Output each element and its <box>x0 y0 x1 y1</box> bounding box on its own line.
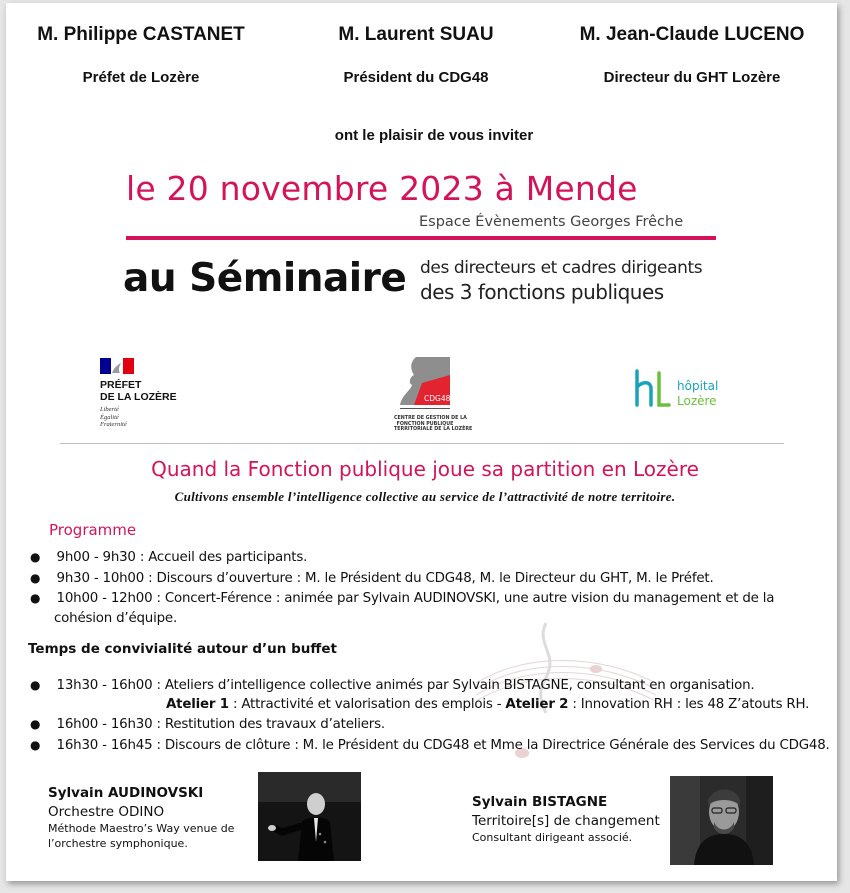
speaker-2-desc: Consultant dirigeant associé. <box>472 831 633 844</box>
hl-monogram-icon <box>633 369 673 409</box>
seminar-subtitle-1: des directeurs et cadres dirigeants <box>420 258 703 278</box>
cdg48-caption-3: TERRITORIALE DE LA LOZÈRE <box>394 427 473 433</box>
programme-item-1: ● 9h00 - 9h30 : Accueil des participants. <box>30 550 308 565</box>
host-name-president: M. Laurent SUAU <box>338 24 494 45</box>
host-name-directeur: M. Jean-Claude LUCENO <box>579 24 805 45</box>
pink-divider <box>126 236 716 240</box>
hopital-line2: Lozère <box>677 394 717 408</box>
devise-liberte: Liberté <box>100 406 119 413</box>
speaker-2-photo <box>670 776 773 865</box>
hopital-lozere-logo <box>633 369 733 413</box>
devise-egalite: Égalité <box>100 413 119 421</box>
atelier-2-label: Atelier 2 <box>505 697 569 712</box>
host-role-prefet: Préfet de Lozère <box>82 69 200 86</box>
programme-item-5: ● 16h00 - 16h30 : Restitution des travaux d’ateliers. <box>30 717 385 732</box>
speaker-1-photo <box>258 772 361 861</box>
programme-title: Programme <box>49 521 137 539</box>
seminar-subtitle-2: des 3 fonctions publiques <box>420 280 664 304</box>
cdg48-caption-2: FONCTION PUBLIQUE <box>396 421 454 427</box>
devise-fraternite: Fraternité <box>100 421 127 428</box>
event-venue: Espace Évènements Georges Frêche <box>419 214 684 230</box>
marianne-flag-icon <box>100 358 134 374</box>
speaker-1-desc: Méthode Maestro’s Way venue de l’orchestre symphonique. <box>48 822 235 850</box>
seminar-title: au Séminaire <box>123 256 407 301</box>
programme-item-3-cont: cohésion d’équipe. <box>54 611 178 626</box>
host-name-prefet: M. Philippe CASTANET <box>37 24 245 45</box>
prefet-logo <box>100 358 200 428</box>
grey-divider <box>60 443 784 444</box>
programme-item-6: ● 16h30 - 16h45 : Discours de clôture : M. le Président du CDG48 et Mme la Directrice Générale des Services du CDG48. <box>30 738 830 753</box>
theme-title: Quand la Fonction publique joue sa partition en Lozère <box>151 457 699 481</box>
programme-item-3: ● 10h00 - 12h00 : Concert-Férence : animée par Sylvain AUDINOVSKI, une autre vision du management et de la <box>30 591 775 606</box>
speaker-2-name: Sylvain BISTAGNE <box>472 794 608 810</box>
cdg48-logo <box>394 355 473 441</box>
host-role-directeur: Directeur du GHT Lozère <box>603 69 781 86</box>
ateliers-line: Atelier 1 : Attractivité et valorisation des emplois - Atelier 2 : Innovation RH : les 48 Z’atouts RH. <box>166 697 810 712</box>
event-date: le 20 novembre 2023 à Mende <box>126 169 638 208</box>
hopital-line1: hôpital <box>677 379 719 393</box>
cdg48-badge-text: CDG48 <box>424 394 451 403</box>
speaker-1-name: Sylvain AUDINOVSKI <box>48 785 204 801</box>
prefet-line2: DE LA LOZÈRE <box>100 391 177 403</box>
prefet-line1: PRÉFET <box>100 379 142 391</box>
speaker-2-org: Territoire[s] de changement <box>472 813 660 829</box>
speaker-1-org: Orchestre ODINO <box>48 804 165 820</box>
cdg48-caption-1: CENTRE DE GESTION DE LA <box>394 416 467 421</box>
programme-item-4: ● 13h30 - 16h00 : Ateliers d’intelligence collective animés par Sylvain BISTAGNE, consultant en organisation. <box>30 678 755 693</box>
atelier-1-label: Atelier 1 <box>166 697 229 712</box>
buffet-heading: Temps de convivialité autour d’un buffet <box>28 641 337 657</box>
theme-subtitle: Cultivons ensemble l’intelligence collective au service de l’attractivité de notre territoire. <box>174 489 676 504</box>
programme-item-2: ● 9h30 - 10h00 : Discours d’ouverture : M. le Président du CDG48, M. le Directeur du GHT, M. le Préfet. <box>30 571 714 586</box>
invitation-page <box>6 3 837 881</box>
invite-text: ont le plaisir de vous inviter <box>334 127 534 144</box>
cdg48-profile-icon <box>394 355 456 419</box>
host-role-president: Président du CDG48 <box>343 69 489 86</box>
